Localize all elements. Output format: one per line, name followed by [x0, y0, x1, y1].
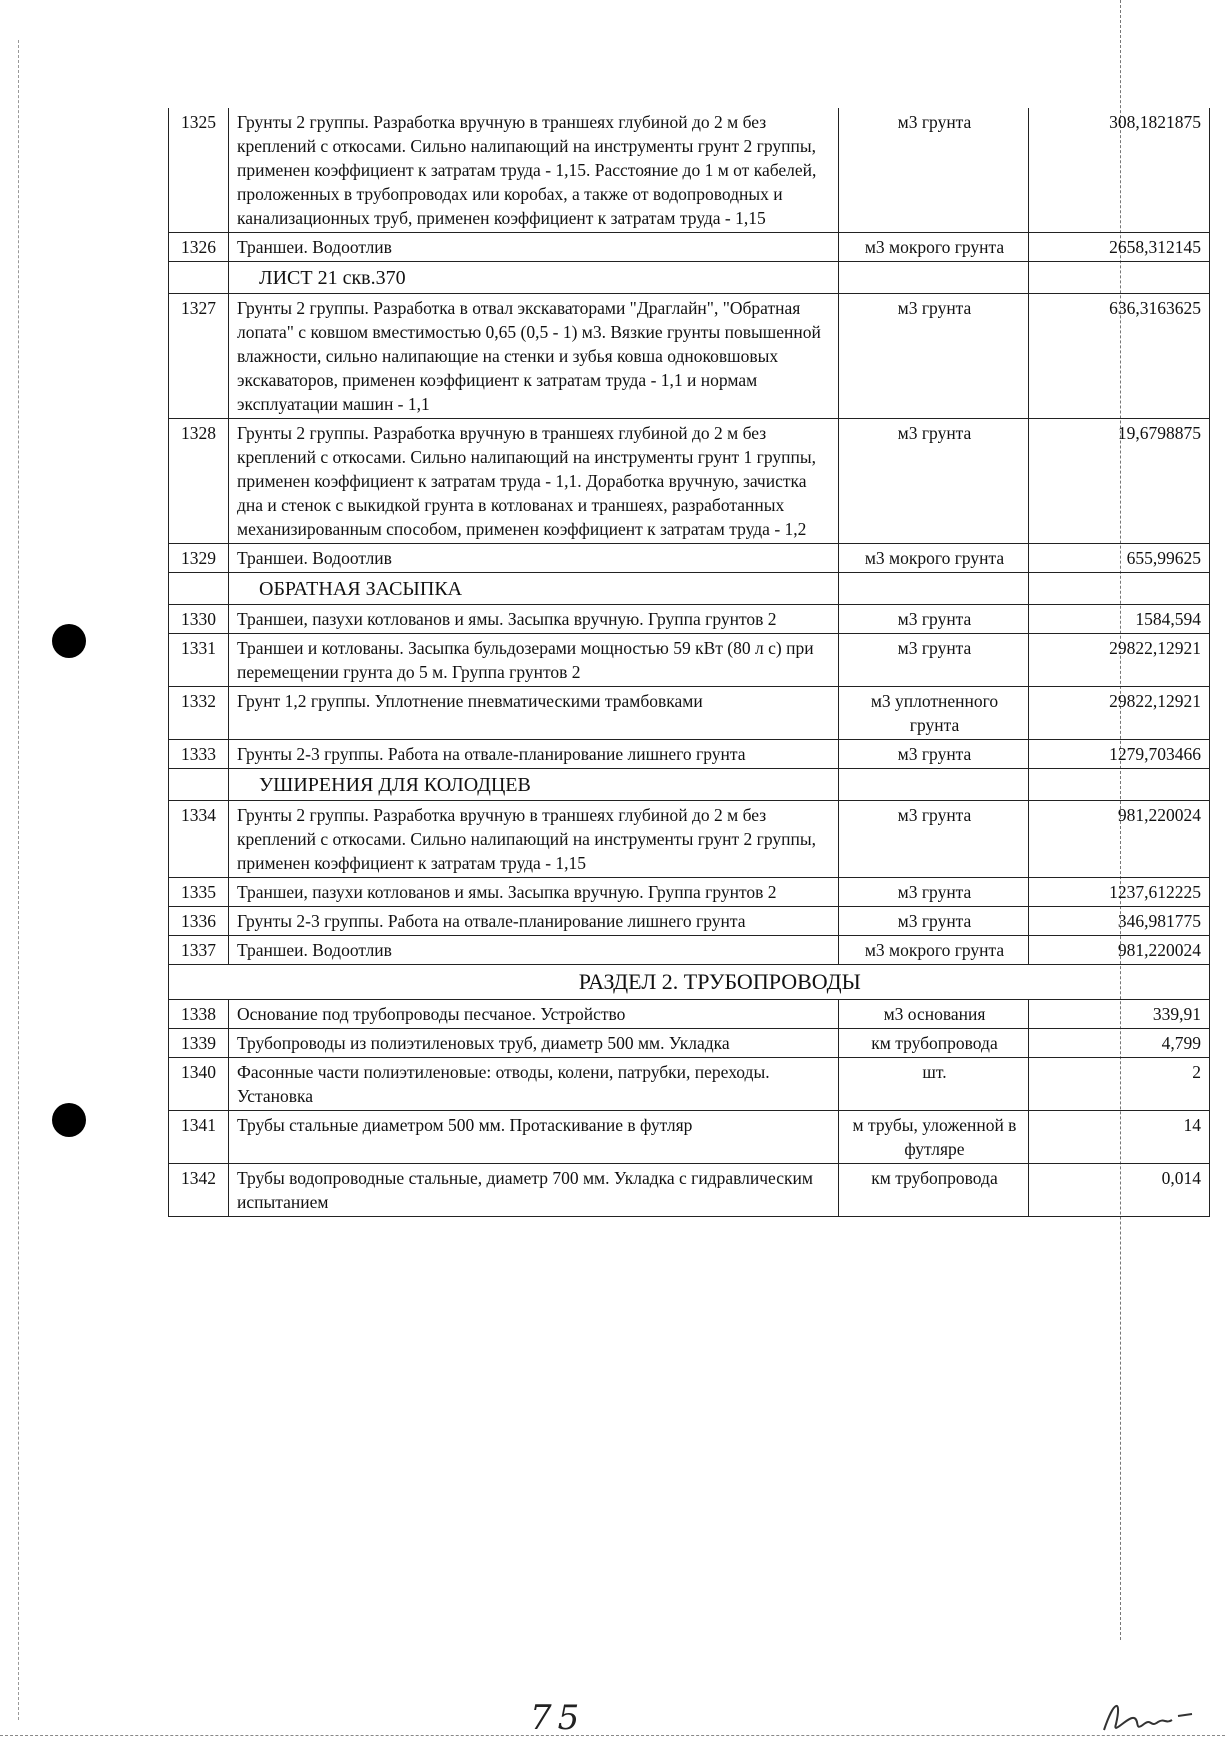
- item-unit: м3 мокрого грунта: [839, 233, 1029, 262]
- section-header: [169, 573, 1210, 605]
- item-quantity: 981,220024: [1029, 936, 1210, 965]
- row-number: 1341: [169, 1111, 229, 1164]
- section-title: ЛИСТ 21 скв.370: [229, 262, 839, 294]
- section-blank-cell: [169, 573, 229, 605]
- item-quantity: 29822,12921: [1029, 634, 1210, 687]
- item-quantity: 19,6798875: [1029, 419, 1210, 544]
- item-quantity: 308,1821875: [1029, 108, 1210, 233]
- row-number: 1334: [169, 801, 229, 878]
- bottom-margin-rule: [0, 1735, 1225, 1736]
- item-description: Траншеи. Водоотлив: [229, 544, 839, 573]
- item-description: Траншеи и котлованы. Засыпка бульдозерами мощностью 59 кВт (80 л с) при перемещении грунта до 5 м. Группа грунтов 2: [229, 634, 839, 687]
- item-unit: м3 грунта: [839, 108, 1029, 233]
- item-description: Грунт 1,2 группы. Уплотнение пневматическими трамбовками: [229, 687, 839, 740]
- row-number: 1327: [169, 294, 229, 419]
- table-row: [169, 740, 1210, 769]
- estimate-table: [168, 108, 1210, 1217]
- item-description: Трубопроводы из полиэтиленовых труб, диаметр 500 мм. Укладка: [229, 1029, 839, 1058]
- row-number: 1331: [169, 634, 229, 687]
- row-number: 1333: [169, 740, 229, 769]
- table-row: [169, 1058, 1210, 1111]
- item-description: Траншеи, пазухи котлованов и ямы. Засыпка вручную. Группа грунтов 2: [229, 878, 839, 907]
- table-row: [169, 1164, 1210, 1217]
- item-unit: м3 мокрого грунта: [839, 936, 1029, 965]
- item-unit: м3 грунта: [839, 740, 1029, 769]
- item-quantity: 29822,12921: [1029, 687, 1210, 740]
- item-quantity: 4,799: [1029, 1029, 1210, 1058]
- table-row: [169, 936, 1210, 965]
- item-quantity: 14: [1029, 1111, 1210, 1164]
- item-description: Траншеи. Водоотлив: [229, 936, 839, 965]
- table-row: [169, 233, 1210, 262]
- row-number: 1342: [169, 1164, 229, 1217]
- signature-mark: [1100, 1690, 1200, 1740]
- row-number: 1332: [169, 687, 229, 740]
- table-row: [169, 544, 1210, 573]
- table-row: [169, 878, 1210, 907]
- section-blank-cell: [1029, 769, 1210, 801]
- row-number: 1338: [169, 1000, 229, 1029]
- left-margin-rule: [18, 40, 19, 1720]
- row-number: 1326: [169, 233, 229, 262]
- section-blank-cell: [839, 573, 1029, 605]
- item-quantity: 1584,594: [1029, 605, 1210, 634]
- table-row: [169, 294, 1210, 419]
- item-unit: м3 мокрого грунта: [839, 544, 1029, 573]
- section-blank-cell: [1029, 262, 1210, 294]
- row-number: 1337: [169, 936, 229, 965]
- section-blank-cell: [169, 965, 229, 1000]
- section-blank-cell: [839, 769, 1029, 801]
- table-row: [169, 801, 1210, 878]
- row-number: 1329: [169, 544, 229, 573]
- row-number: 1330: [169, 605, 229, 634]
- section-header: [169, 769, 1210, 801]
- table-row: [169, 634, 1210, 687]
- row-number: 1335: [169, 878, 229, 907]
- item-quantity: 1237,612225: [1029, 878, 1210, 907]
- item-unit: м3 грунта: [839, 605, 1029, 634]
- row-number: 1340: [169, 1058, 229, 1111]
- item-quantity: 346,981775: [1029, 907, 1210, 936]
- section-blank-cell: [169, 769, 229, 801]
- item-description: Грунты 2-3 группы. Работа на отвале-планирование лишнего грунта: [229, 740, 839, 769]
- item-quantity: 339,91: [1029, 1000, 1210, 1029]
- section-blank-cell: [839, 262, 1029, 294]
- row-number: 1336: [169, 907, 229, 936]
- item-unit: км трубопровода: [839, 1164, 1029, 1217]
- item-description: Трубы водопроводные стальные, диаметр 700 мм. Укладка с гидравлическим испытанием: [229, 1164, 839, 1217]
- item-quantity: 981,220024: [1029, 801, 1210, 878]
- table-row: [169, 419, 1210, 544]
- item-unit: км трубопровода: [839, 1029, 1029, 1058]
- item-description: Грунты 2 группы. Разработка в отвал экскаваторами "Драглайн", "Обратная лопата" с ковшом вместимостью 0,65 (0,5 - 1) м3. Вязкие грунты повышенной влажности, сильно налипающие на стенки и зубья ковша одноковшовых экскаваторов, применен коэффициент к затратам труда - 1,1 и нормам эксплуатации машин - 1,1: [229, 294, 839, 419]
- item-quantity: 2658,312145: [1029, 233, 1210, 262]
- item-unit: м3 грунта: [839, 419, 1029, 544]
- item-description: Траншеи, пазухи котлованов и ямы. Засыпка вручную. Группа грунтов 2: [229, 605, 839, 634]
- item-unit: м3 уплотненного грунта: [839, 687, 1029, 740]
- item-unit: м трубы, уложенной в футляре: [839, 1111, 1029, 1164]
- item-description: Грунты 2-3 группы. Работа на отвале-планирование лишнего грунта: [229, 907, 839, 936]
- row-number: 1339: [169, 1029, 229, 1058]
- section-blank-cell: [1029, 573, 1210, 605]
- item-description: Грунты 2 группы. Разработка вручную в траншеях глубиной до 2 м без креплений с откосами. Сильно налипающий на инструменты грунт 1 группы, применен коэффициент к затратам труда - 1,1. Доработка вручную, зачистка дна и стенок с выкидкой грунта в котлованах и траншеях, разработанных механизированным способом, применен коэффициент к затратам труда - 1,2: [229, 419, 839, 544]
- item-unit: м3 грунта: [839, 907, 1029, 936]
- section-title: УШИРЕНИЯ ДЛЯ КОЛОДЦЕВ: [229, 769, 839, 801]
- table-row: [169, 687, 1210, 740]
- item-description: Грунты 2 группы. Разработка вручную в траншеях глубиной до 2 м без креплений с откосами. Сильно налипающий на инструменты грунт 2 группы, применен коэффициент к затратам труда - 1,15: [229, 801, 839, 878]
- table-row: [169, 1000, 1210, 1029]
- page-number: 75: [530, 1698, 586, 1738]
- table-row: [169, 605, 1210, 634]
- item-description: Грунты 2 группы. Разработка вручную в траншеях глубиной до 2 м без креплений с откосами. Сильно налипающий на инструменты грунт 2 группы, применен коэффициент к затратам труда - 1,15. Расстояние до 1 м от кабелей, проложенных в трубопроводах или коробах, а также от водопроводных и канализационных труб, применен коэффициент к затратам труда - 1,15: [229, 108, 839, 233]
- table-row: [169, 108, 1210, 233]
- item-quantity: 655,99625: [1029, 544, 1210, 573]
- section-title: РАЗДЕЛ 2. ТРУБОПРОВОДЫ: [229, 965, 1210, 1000]
- item-unit: м3 основания: [839, 1000, 1029, 1029]
- punch-hole: [52, 624, 86, 658]
- item-description: Траншеи. Водоотлив: [229, 233, 839, 262]
- item-description: Основание под трубопроводы песчаное. Устройство: [229, 1000, 839, 1029]
- item-unit: м3 грунта: [839, 878, 1029, 907]
- table-row: [169, 1111, 1210, 1164]
- item-unit: м3 грунта: [839, 294, 1029, 419]
- row-number: 1325: [169, 108, 229, 233]
- item-unit: шт.: [839, 1058, 1029, 1111]
- section-title: ОБРАТНАЯ ЗАСЫПКА: [229, 573, 839, 605]
- item-description: Трубы стальные диаметром 500 мм. Протаскивание в футляр: [229, 1111, 839, 1164]
- section-header: [169, 262, 1210, 294]
- item-quantity: 636,3163625: [1029, 294, 1210, 419]
- item-quantity: 1279,703466: [1029, 740, 1210, 769]
- item-unit: м3 грунта: [839, 801, 1029, 878]
- item-description: Фасонные части полиэтиленовые: отводы, колени, патрубки, переходы. Установка: [229, 1058, 839, 1111]
- punch-hole: [52, 1103, 86, 1137]
- section-blank-cell: [169, 262, 229, 294]
- item-quantity: 0,014: [1029, 1164, 1210, 1217]
- table-row: [169, 907, 1210, 936]
- item-quantity: 2: [1029, 1058, 1210, 1111]
- row-number: 1328: [169, 419, 229, 544]
- main-section-header: [169, 965, 1210, 1000]
- item-unit: м3 грунта: [839, 634, 1029, 687]
- table-row: [169, 1029, 1210, 1058]
